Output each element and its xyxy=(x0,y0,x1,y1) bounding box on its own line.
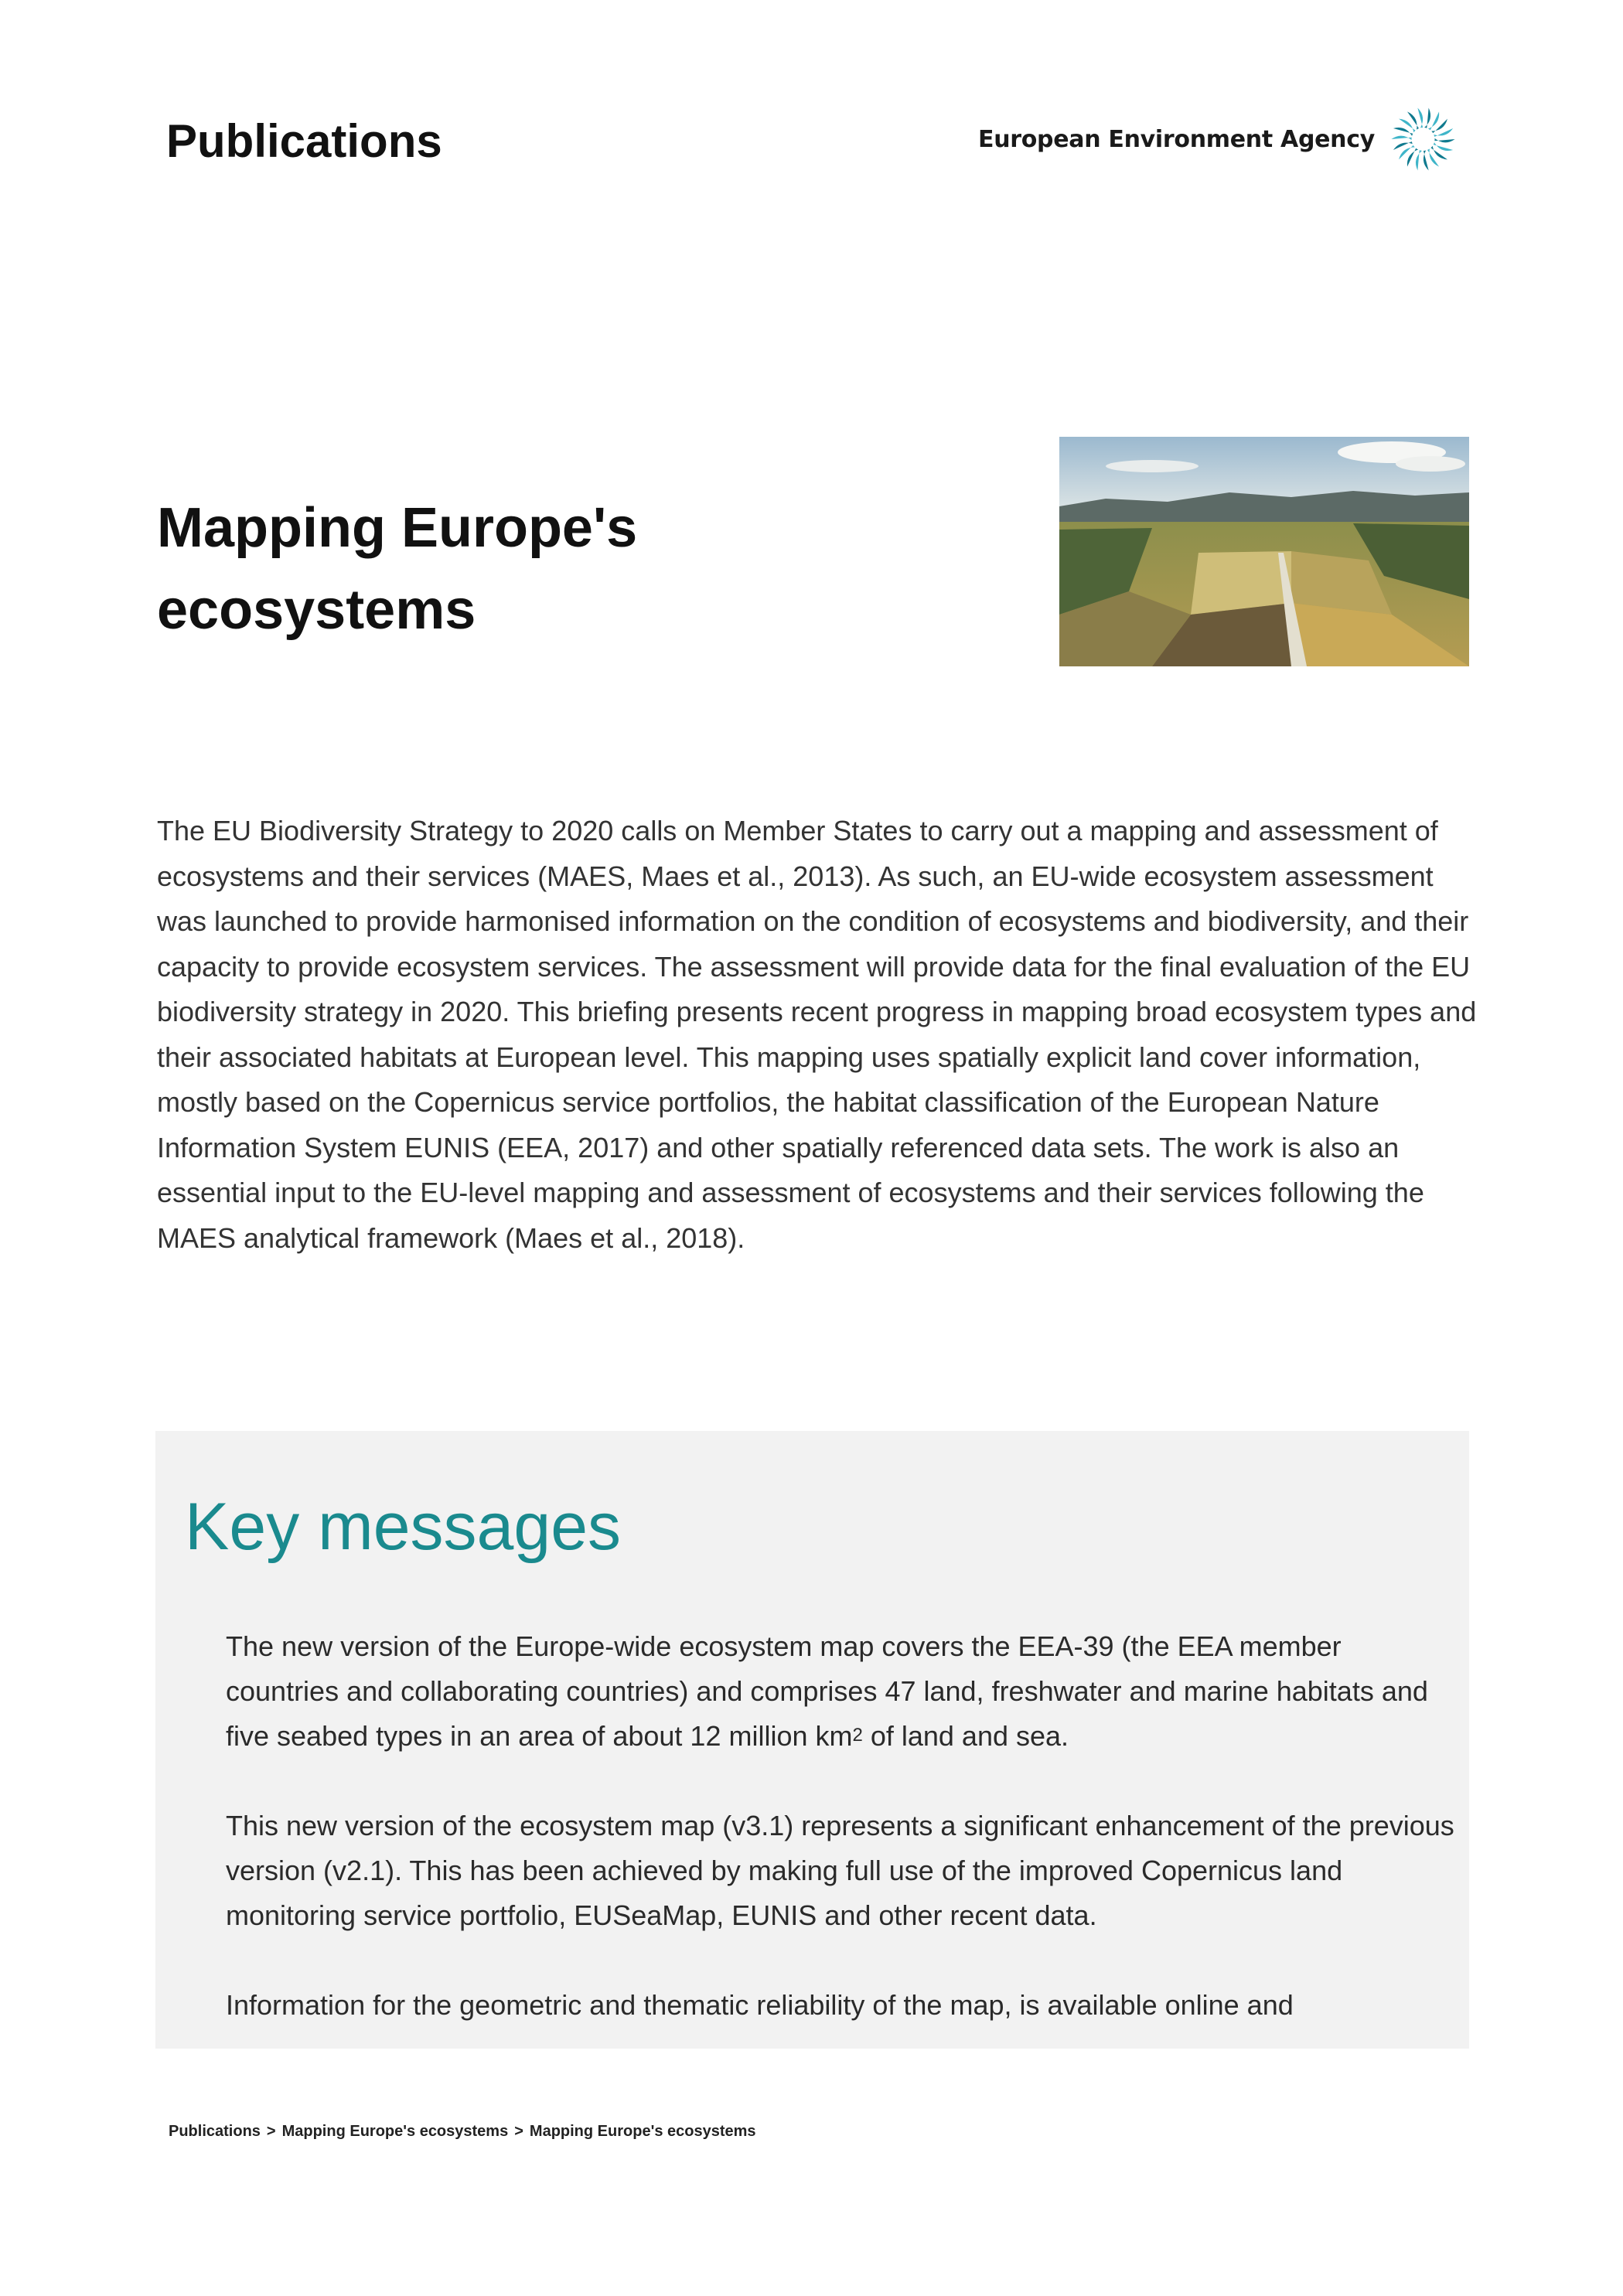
logo-ray xyxy=(1393,128,1414,138)
breadcrumb-item-mapping[interactable]: Mapping Europe's ecosystems xyxy=(281,2123,509,2140)
logo-ray xyxy=(1417,108,1423,130)
logo-ray xyxy=(1391,136,1413,141)
key-messages-title: Key messages xyxy=(185,1490,622,1564)
logo-ray xyxy=(1434,138,1455,143)
key-messages-list xyxy=(226,1624,1455,2049)
hero-landscape-image xyxy=(1059,437,1469,666)
logo-ray xyxy=(1407,111,1420,131)
page-header-title: Publications xyxy=(166,115,442,167)
agency-name: European Environment Agency xyxy=(978,125,1375,153)
logo-ray xyxy=(1424,149,1429,171)
breadcrumb-separator: > xyxy=(266,2123,276,2140)
key-message-item: The new version of the Europe-wide ecosystem map covers the EEA-39 (the EEA member countries and collaborating countries) and comprises 47 land, freshwater and marine habitats and five seabed types in an area of about 12 million $km^2$ of land and sea. xyxy=(226,1630,1428,1752)
breadcrumb xyxy=(169,2123,756,2141)
breadcrumb-item-publications[interactable]: Publications xyxy=(169,2123,261,2140)
document-title-line2: ecosystems xyxy=(157,579,476,641)
eea-logo[interactable] xyxy=(978,81,1458,197)
key-message-item: Information for the geometric and thematic reliability of the map, is available online and xyxy=(226,1989,1294,2021)
breadcrumb-item-current[interactable]: Mapping Europe's ecosystems xyxy=(529,2123,756,2140)
key-messages-box xyxy=(155,1431,1469,2049)
logo-ray xyxy=(1393,141,1414,150)
document-title-line1: Mapping Europe's xyxy=(157,497,638,559)
intro-paragraph: The EU Biodiversity Strategy to 2020 calls on Member States to carry out a mapping and assessment of ecosystems and their services (MAES, Maes et al., 2013). As such, an EU-wide ecosystem assessment was launched to provide harmonised information on the condition of ecosystems and biodiversity, and their capacity to provide ecosystem services. The assessment will provide data for the final evaluation of the EU biodiversity strategy in 2020. This briefing presents recent progress in mapping broad ecosystem types and their associated habitats at European level. This mapping uses spatially explicit land cover information, mostly based on the Copernicus service portfolios, the habitat classification of the European Nature Information System EUNIS (EEA, 2017) and other spatially referenced data sets. The work is also an essential input to the EU-level mapping and assessment of ecosystems and their services following the MAES analytical framework (Maes et al., 2018). xyxy=(157,815,1477,1254)
key-message-item: This new version of the ecosystem map (v3.1) represents a significant enhancement of the previous version (v2.1). This has been achieved by making full use of the improved Copernicus land monitoring service portfolio, EUSeaMap, EUNIS and other recent data. xyxy=(226,1810,1454,1931)
logo-ray xyxy=(1424,108,1431,130)
breadcrumb-separator: > xyxy=(514,2123,523,2140)
document-title xyxy=(157,487,853,651)
eea-sun-logo-icon xyxy=(1389,89,1458,189)
logo-ray xyxy=(1432,128,1453,138)
logo-ray xyxy=(1432,141,1453,151)
logo-ray xyxy=(1427,148,1439,167)
logo-ray xyxy=(1416,149,1424,171)
